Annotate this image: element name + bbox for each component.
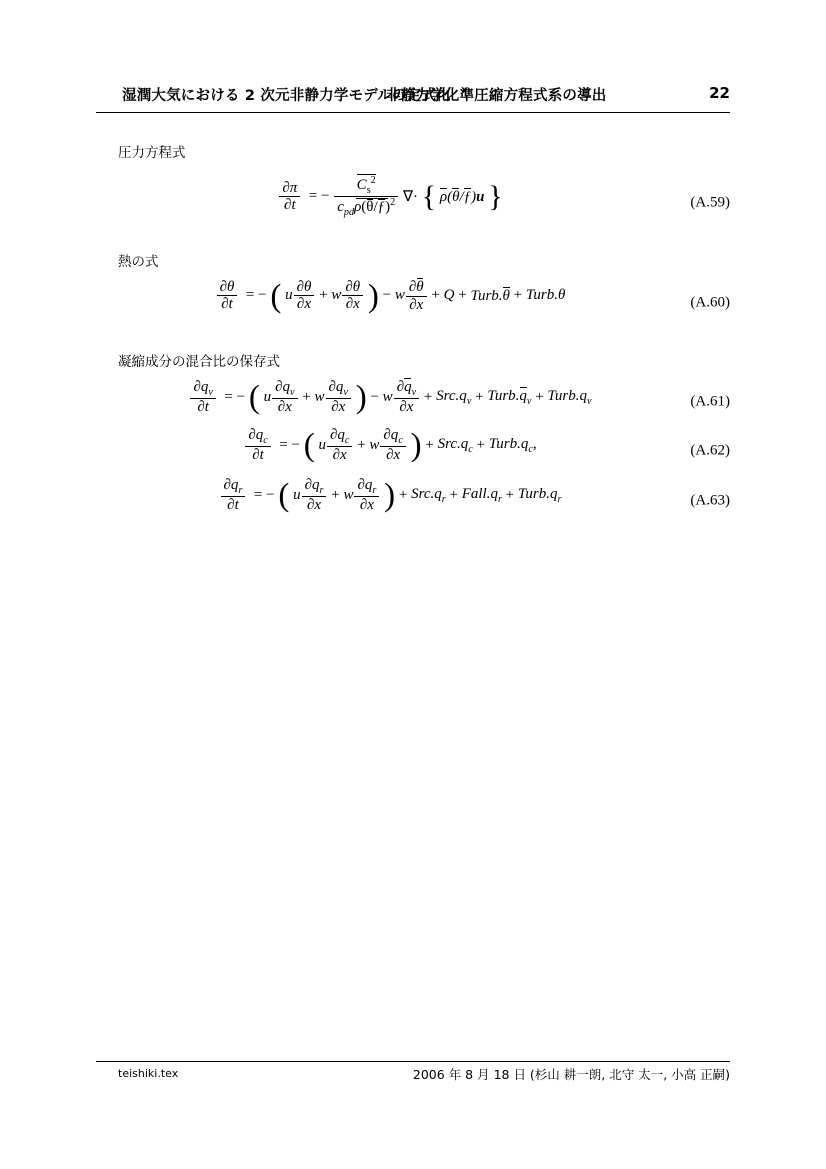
footer-divider <box>96 1061 730 1062</box>
equation-A60-tag: (A.60) <box>690 294 730 311</box>
equation-A63-body: $\frac{\partial q_r}{\partial t}$ = − ( u $\frac{\partial q_r}{\partial x}$ + w $\frac{\partial q_r}{\partial x}$ ) + $Src.q_r$ + $Fall.q_r$ + $Turb.q_r$ <box>118 477 663 514</box>
header-divider <box>96 112 730 113</box>
equation-A61-tag: (A.61) <box>690 393 730 410</box>
page-number: 22 <box>709 84 730 102</box>
equation-A63 <box>118 477 730 525</box>
equation-A61-body: $\frac{\partial q_v}{\partial t}$ = − ( u $\frac{\partial q_v}{\partial x}$ + w $\frac{\partial q_v}{\partial x}$ ) − w $\frac{\partial q_v}{\partial x}$ + $Src.q_v$ + $Turb.q_v$ + $Turb.q_v$ <box>118 378 663 416</box>
page-header <box>96 84 730 110</box>
footer-filename: teishiki.tex <box>118 1067 179 1080</box>
section-heading-pressure: 圧力方程式 <box>118 145 186 161</box>
footer-date-authors: 2006 年 8 月 18 日 (杉山 耕一朗, 北守 太一, 小高 正嗣) <box>412 1067 730 1082</box>
equation-A62 <box>118 427 730 475</box>
header-title-overlay: 非静力学化準圧縮方程式系の導出 <box>386 88 607 104</box>
header-title: 湿潤大気における 2 次元非静力学モデルの定式化 <box>122 88 451 104</box>
equation-A63-tag: (A.63) <box>690 492 730 509</box>
equation-A61 <box>118 378 730 426</box>
equation-A62-body: $\frac{\partial q_c}{\partial t}$ = − ( u $\frac{\partial q_c}{\partial x}$ + w $\frac{\partial q_c}{\partial x}$ ) + $Src.q_c$ + $Turb.q_c$, <box>118 427 663 464</box>
equation-A59 <box>118 175 730 231</box>
section-heading-heat: 熱の式 <box>118 254 159 270</box>
equation-A59-tag: (A.59) <box>690 194 730 211</box>
section-heading-mixing-ratio: 凝縮成分の混合比の保存式 <box>118 354 280 370</box>
equation-A60 <box>118 278 730 328</box>
equation-A60-body: $\frac{\partial\theta}{\partial t}$ = − ( u $\frac{\partial\theta}{\partial x}$ + w $\frac{\partial\theta}{\partial x}$ ) − w $\frac{\partial\theta}{\partial x}$ + Q + Turb.θ + Turb.θ <box>118 278 663 314</box>
equation-A62-tag: (A.62) <box>690 442 730 459</box>
equation-A59-body: $\frac{\partial\pi}{\partial t}$ = − $\frac{C_s^2}{c_{pd}\rho(\theta/ƒ)^2}$ ∇· { ρ(θ/ƒ)u } <box>118 175 663 219</box>
